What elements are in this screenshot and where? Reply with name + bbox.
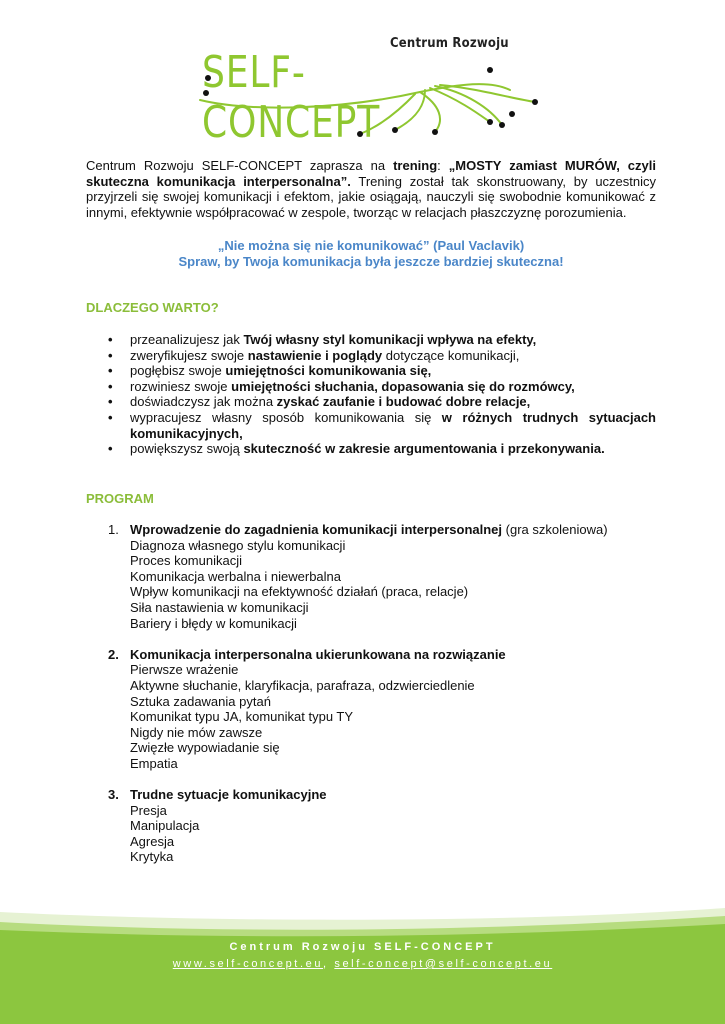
module-number: 3. (108, 787, 119, 803)
reason-emphasis: skuteczność w zakresie argumentowania i przekonywania. (243, 441, 605, 457)
reason-text: wypracujesz własny sposób komunikowania się (130, 409, 442, 425)
footer-links (0, 957, 725, 973)
module-title: Wprowadzenie do zagadnienia komunikacji interpersonalnej (130, 522, 503, 537)
module-topic: Proces komunikacji (130, 553, 242, 569)
footer-separator: , (323, 958, 335, 970)
intro-text-1: Centrum Rozwoju SELF-CONCEPT zaprasza na (86, 158, 394, 173)
intro-trening: trening (393, 158, 438, 173)
module-topic: Aktywne słuchanie, klaryfikacja, parafraza, odzwierciedlenie (130, 677, 475, 693)
module-topic: Empatia (130, 755, 178, 771)
reason-emphasis: nastawienie i poglądy (247, 347, 383, 363)
website-link[interactable]: www.self-concept.eu (172, 958, 324, 970)
reason-emphasis: umiejętności komunikowania się, (225, 363, 432, 379)
training-title: „MOSTY zamiast MURÓW, czyli skuteczna komunikacja interpersonalna”. (86, 158, 656, 189)
reasons-list (86, 332, 656, 457)
reason-item (86, 363, 656, 379)
module-topic: Presja (130, 802, 167, 818)
program-module (86, 522, 656, 631)
module-title: Komunikacja interpersonalna ukierunkowana na rozwiązanie (130, 646, 506, 662)
module-note: (gra szkoleniowa) (502, 522, 608, 537)
program-list (86, 522, 656, 881)
logo-tagline: Centrum Rozwoju (390, 36, 509, 51)
program-module (86, 787, 656, 865)
footer-company-name: Centrum Rozwoju SELF-CONCEPT (229, 941, 496, 953)
reason-item (86, 410, 656, 441)
reason-item (86, 441, 656, 457)
intro-text-2: : (437, 158, 449, 173)
intro-paragraph (86, 158, 656, 220)
module-title: Trudne sytuacje komunikacyjne (130, 787, 327, 803)
reason-item (86, 348, 656, 364)
module-topic: Diagnoza własnego stylu komunikacji (130, 537, 346, 553)
logo-wordmark: SELF-CONCEPT (202, 47, 381, 148)
quote-line-2: Spraw, by Twoja komunikacja była jeszcze bardziej skuteczna! (178, 253, 564, 269)
logo (190, 30, 540, 148)
program-heading: PROGRAM (86, 491, 154, 506)
module-topic: Pierwsze wrażenie (130, 662, 239, 678)
reason-text: doświadczysz jak można (130, 394, 277, 410)
module-topic: Nigdy nie mów zawsze (130, 724, 263, 740)
reason-emphasis: Twój własny styl komunikacji wpływa na efekty, (243, 332, 537, 347)
quote-line-1: „Nie można się nie komunikować” (Paul Vaclavik) (217, 238, 525, 253)
module-topic: Agresja (130, 833, 175, 849)
module-topic: Komunikat typu JA, komunikat typu TY (130, 709, 354, 725)
reason-text: powiększysz swoją (130, 441, 244, 457)
reason-text: zweryfikujesz swoje (130, 347, 248, 363)
reason-emphasis: w różnych trudnych sytuacjach komunikacyjnych, (130, 409, 656, 441)
why-heading: DLACZEGO WARTO? (86, 300, 219, 315)
reason-text-end: dotyczące komunikacji, (382, 347, 520, 363)
reason-item (86, 394, 656, 410)
intro-text-3: Trening został tak skonstruowany, by uczestnicy przyjrzeli się swojej komunikacji i efektom, jakie osiągają, nauczyli się swobodnie komunikować z innymi, efektywnie współpracować w zespole, tworząc w relacjach płaszczyznę porozumienia. (86, 173, 657, 220)
reason-emphasis: umiejętności słuchania, dopasowania się do rozmówcy, (231, 378, 575, 394)
reason-item (86, 332, 656, 348)
program-module (86, 647, 656, 772)
module-title-line (130, 522, 656, 538)
quote-block (86, 238, 656, 269)
module-topic: Siła nastawienia w komunikacji (130, 599, 309, 615)
module-number: 2. (108, 646, 119, 662)
module-topic: Sztuka zadawania pytań (130, 693, 271, 709)
module-topic: Wpływ komunikacji na efektywność działań (praca, relacje) (130, 584, 469, 600)
module-title-line (130, 647, 656, 663)
module-number: 1. (108, 522, 119, 537)
reason-text: przeanalizujesz jak (130, 332, 244, 347)
module-topic: Bariery i błędy w komunikacji (130, 615, 297, 631)
reason-text: rozwiniesz swoje (130, 378, 232, 394)
module-topic: Krytyka (130, 849, 174, 865)
footer (0, 900, 725, 1024)
module-topic: Manipulacja (130, 818, 200, 834)
module-topic: Komunikacja werbalna i niewerbalna (130, 568, 342, 584)
reason-text: pogłębisz swoje (130, 363, 226, 379)
module-title-line (130, 787, 656, 803)
reason-item (86, 379, 656, 395)
module-topic: Zwięzłe wypowiadanie się (130, 740, 280, 756)
reason-emphasis: zyskać zaufanie i budować dobre relacje, (276, 394, 531, 410)
email-link[interactable]: self-concept@self-concept.eu (334, 958, 553, 970)
